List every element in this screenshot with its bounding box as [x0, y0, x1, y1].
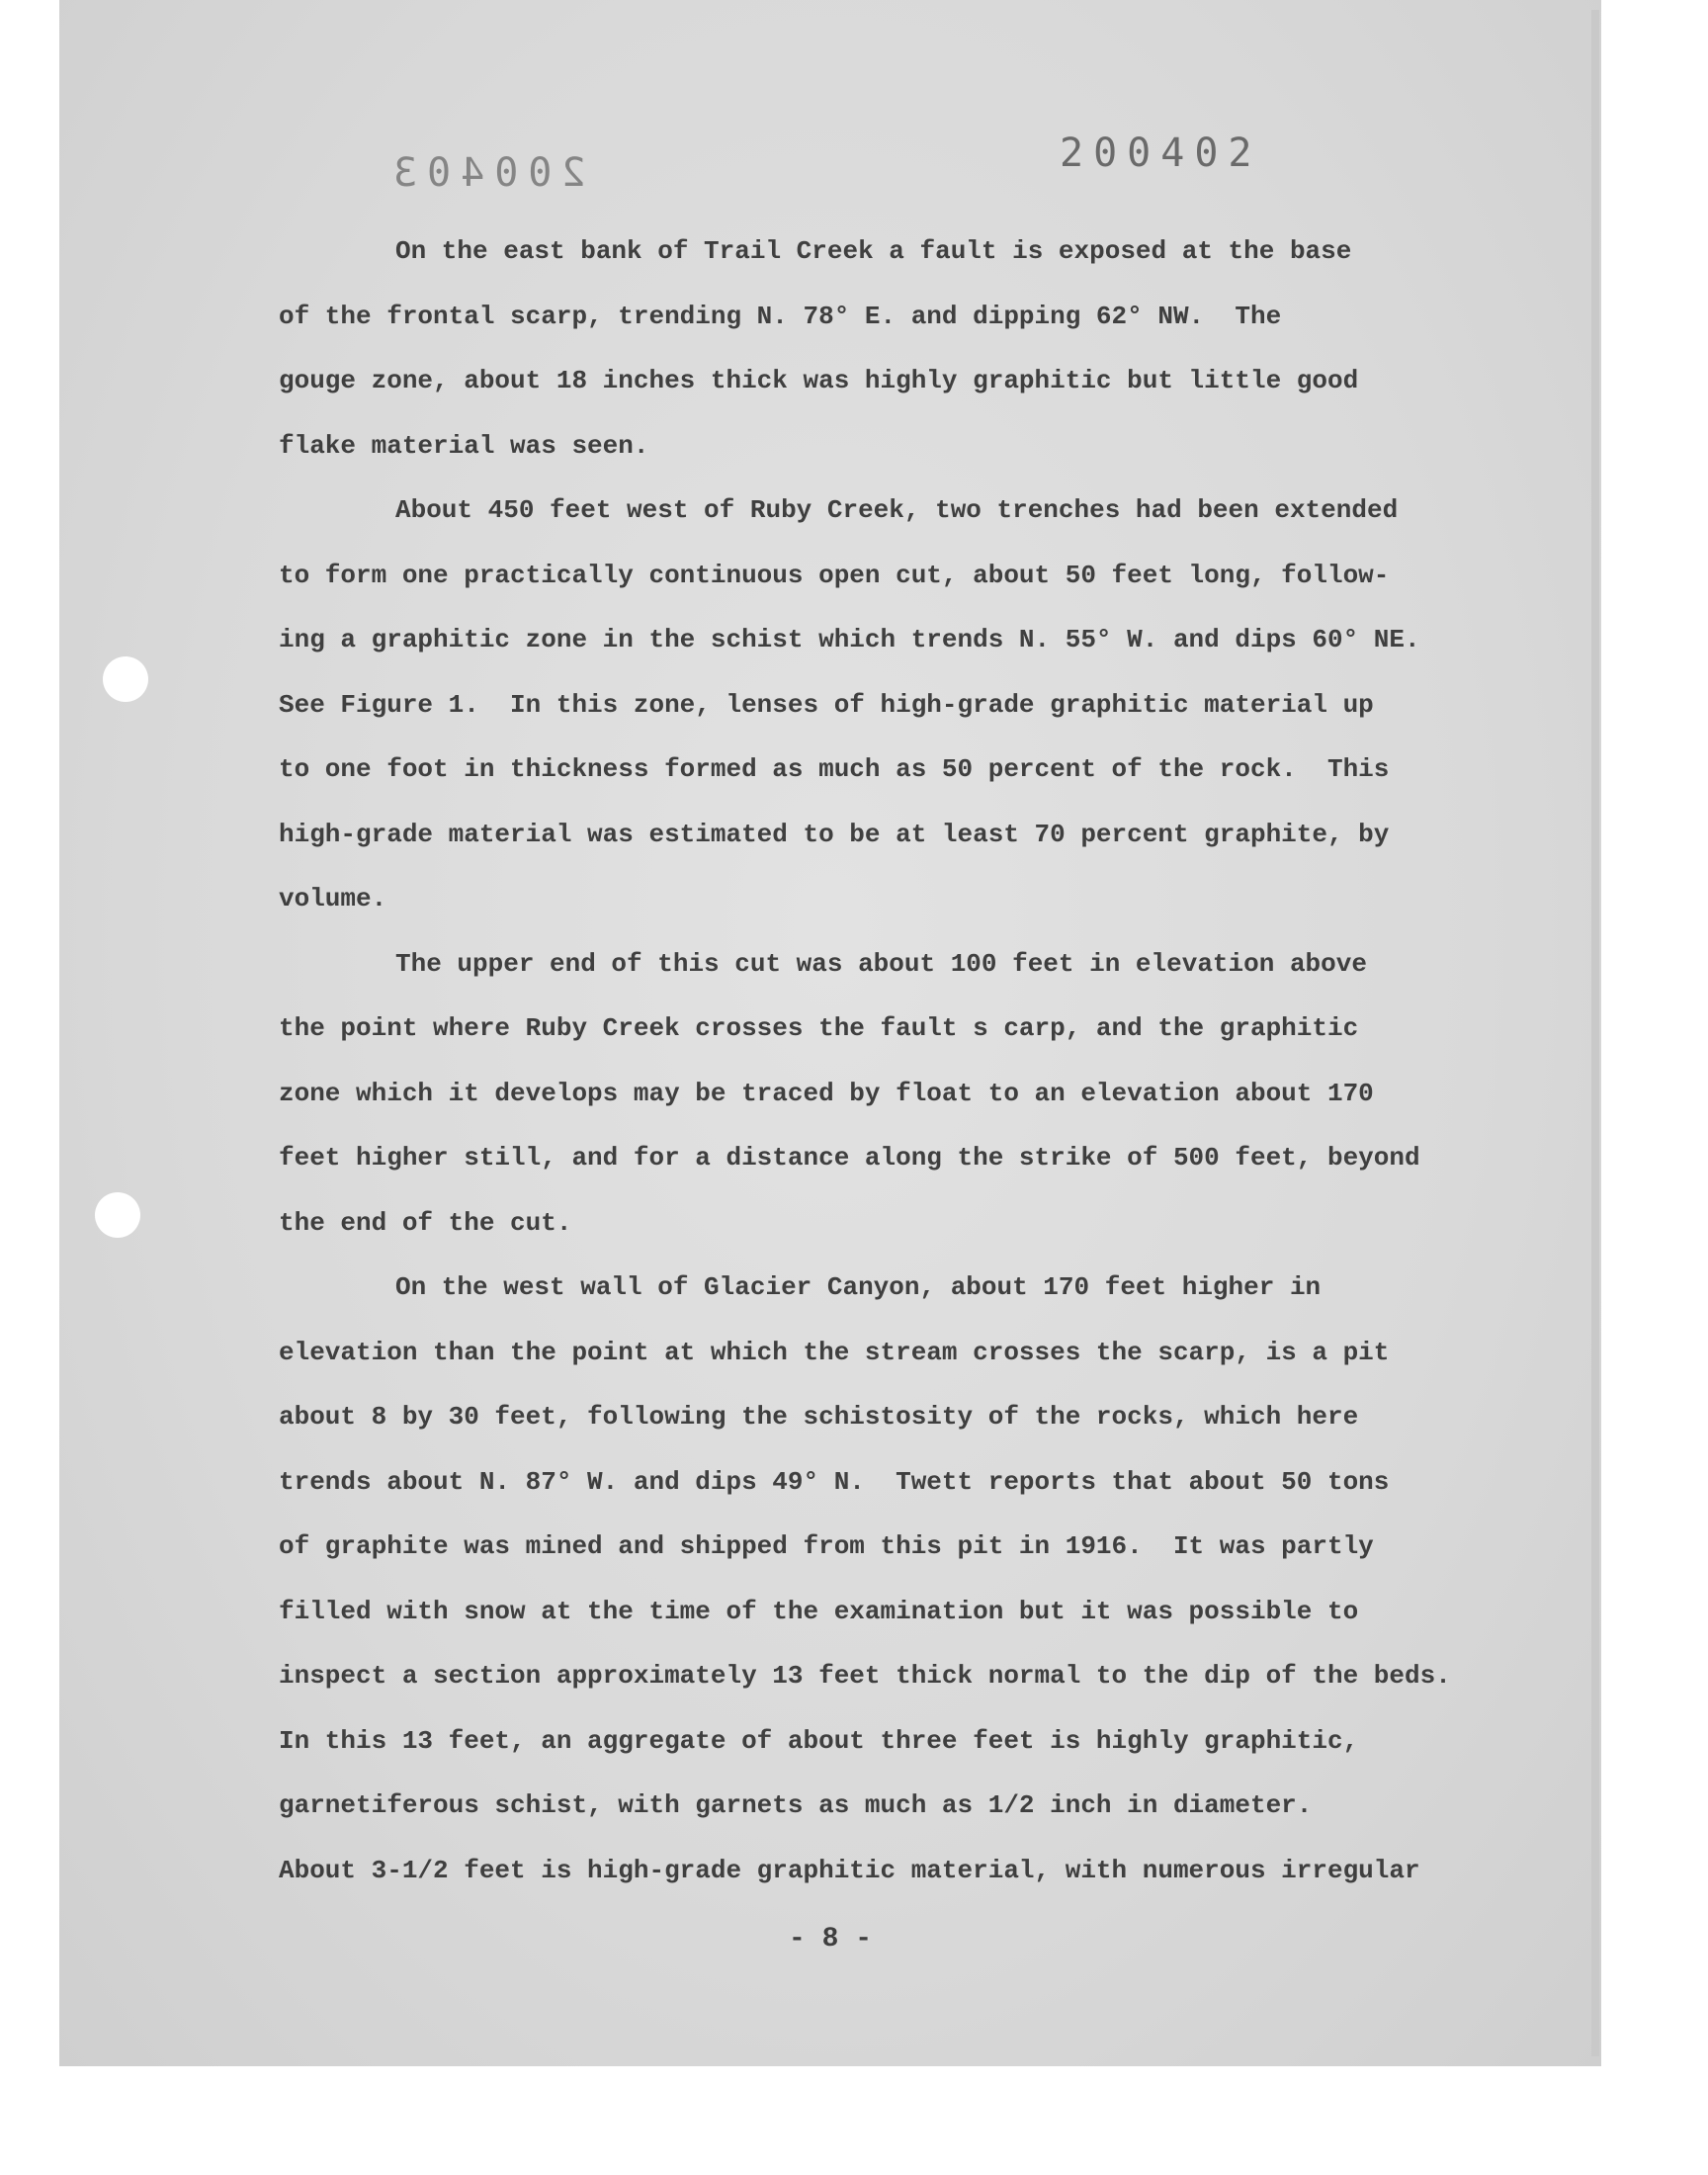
scan-edge-shadow — [1591, 10, 1599, 2056]
text-line: the end of the cut. — [279, 1207, 572, 1238]
text-line: to form one practically continuous open cut, about 50 feet long, follow- — [279, 560, 1390, 590]
paragraph-trail-creek — [279, 219, 1534, 478]
mirrored-document-id-stamp: 200403 — [384, 150, 586, 196]
text-line: filled with snow at the time of the examination but it was possible to — [279, 1596, 1359, 1626]
text-line: garnetiferous schist, with garnets as much as 1/2 inch in diameter. — [279, 1790, 1313, 1820]
text-line: About 3-1/2 feet is high-grade graphitic material, with numerous irregular — [279, 1855, 1420, 1885]
paragraph-upper-end-of-cut — [279, 932, 1534, 1257]
text-line: the point where Ruby Creek crosses the fault s carp, and the graphitic — [279, 1013, 1359, 1043]
text-line: of graphite was mined and shipped from this pit in 1916. It was partly — [279, 1531, 1374, 1561]
text-line: zone which it develops may be traced by float to an elevation about 170 — [279, 1078, 1374, 1108]
text-line: of the frontal scarp, trending N. 78° E. and dipping 62° NW. The — [279, 301, 1282, 331]
document-id-stamp: 200402 — [1060, 130, 1262, 176]
text-line: trends about N. 87° W. and dips 49° N. Twett reports that about 50 tons — [279, 1466, 1390, 1497]
text-line: inspect a section approximately 13 feet thick normal to the dip of the beds. — [279, 1661, 1451, 1691]
text-line: See Figure 1. In this zone, lenses of high-grade graphitic material up — [279, 689, 1374, 720]
text-line: about 8 by 30 feet, following the schistosity of the rocks, which here — [279, 1402, 1359, 1432]
text-line: The upper end of this cut was about 100 feet in elevation above — [395, 948, 1367, 979]
body-text — [279, 219, 1534, 1903]
paragraph-glacier-canyon — [279, 1256, 1534, 1903]
text-line: to one foot in thickness formed as much as 50 percent of the rock. This — [279, 754, 1390, 784]
text-line: On the west wall of Glacier Canyon, about 170 feet higher in — [395, 1272, 1322, 1302]
text-line: On the east bank of Trail Creek a fault is exposed at the base — [395, 236, 1352, 266]
paragraph-ruby-creek — [279, 478, 1534, 932]
text-line: About 450 feet west of Ruby Creek, two trenches had been extended — [395, 495, 1399, 525]
text-line: gouge zone, about 18 inches thick was highly graphitic but little good — [279, 366, 1359, 395]
text-line: high-grade material was estimated to be at least 70 percent graphite, by — [279, 819, 1390, 849]
text-line: ing a graphitic zone in the schist which trends N. 55° W. and dips 60° NE. — [279, 625, 1420, 654]
punch-hole-bottom — [95, 1192, 140, 1238]
page-number: - 8 - — [788, 1924, 872, 1955]
text-line: flake material was seen. — [279, 430, 649, 461]
text-line: elevation than the point at which the stream crosses the scarp, is a pit — [279, 1337, 1390, 1367]
text-line: volume. — [279, 884, 387, 914]
text-line: In this 13 feet, an aggregate of about three feet is highly graphitic, — [279, 1725, 1359, 1756]
punch-hole-top — [103, 656, 148, 702]
text-line: feet higher still, and for a distance along the strike of 500 feet, beyond — [279, 1143, 1420, 1173]
